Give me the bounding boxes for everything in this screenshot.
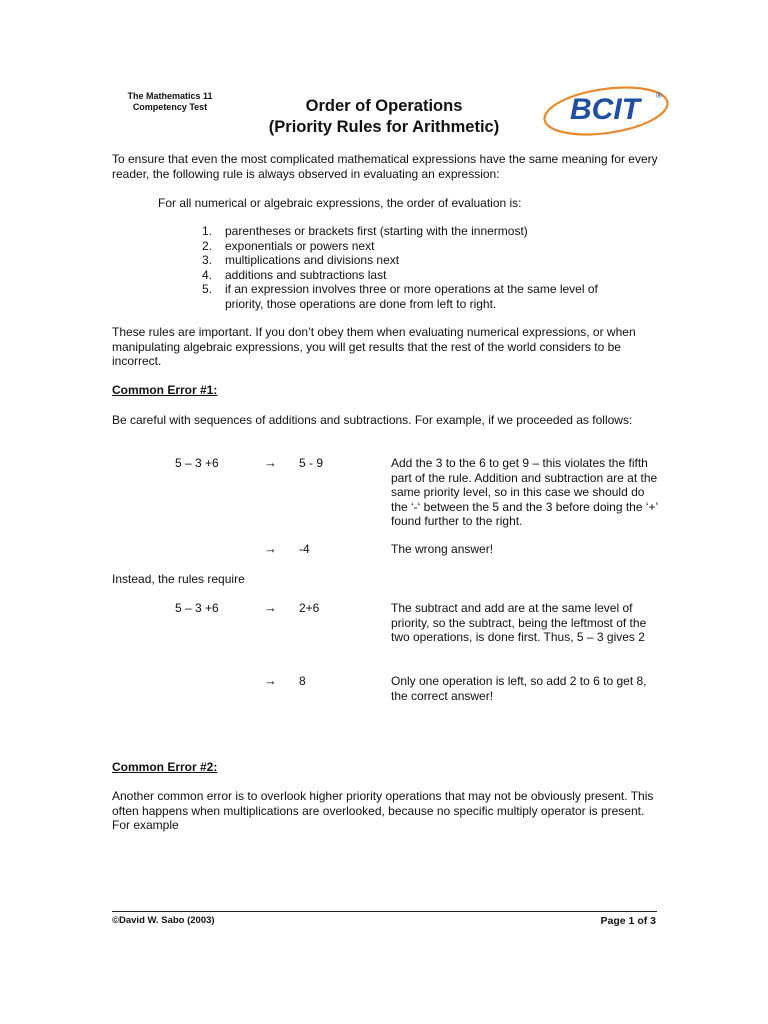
step-result: -4 [299, 542, 310, 556]
step-explanation: The subtract and add are at the same level of priority, so the subtract, being the leftmost of the two operations, is done first. Thus, 5 – 3 gives 2 [391, 601, 647, 644]
example-expression: 5 – 3 +6 [175, 456, 219, 470]
rule-number: 3. [202, 253, 213, 267]
intro-paragraph: To ensure that even the most complicated mathematical expressions have the same meaning for every reader, the following rule is always observed in evaluating an expression: [112, 152, 658, 181]
course-label-line2: Competency Test [132, 101, 208, 112]
arrow-icon: → [264, 541, 277, 556]
importance-paragraph: These rules are important. If you don’t obey them when evaluating numerical expressions, or when manipulating algebraic expressions, you will get results that the rest of the world considers to be incorrect. [112, 325, 636, 368]
step-explanation: Only one operation is left, so add 2 to 6 to get 8, the correct answer! [391, 674, 647, 703]
rule-item [202, 224, 632, 239]
rule-lead-in: For all numerical or algebraic expressions, the order of evaluation is: [158, 196, 522, 210]
rule-number: 1. [202, 224, 213, 238]
common-error-1-intro: Be careful with sequences of additions and subtractions. For example, if we proceeded as follows: [112, 413, 633, 427]
page-number: Page 1 of 3 [600, 915, 656, 927]
rule-text: parentheses or brackets first (starting with the innermost) [225, 224, 528, 238]
arrow-icon: → [264, 455, 277, 470]
arrow-icon: → [264, 673, 277, 688]
priority-rules-list [202, 224, 632, 311]
step-explanation: Add the 3 to the 6 to get 9 – this violates the fifth part of the rule. Addition and subtraction are at the same priority level, so in this case we should do the ‘-‘ between the 5 and the 3 before doing the ‘+’ found further to the right. [391, 456, 658, 528]
logo-registered-mark: ® [656, 91, 662, 100]
rule-number: 4. [202, 267, 213, 282]
rule-item [202, 282, 632, 311]
rule-number: 5. [202, 282, 213, 296]
title-line2: (Priority Rules for Arithmetic) [268, 118, 500, 136]
title-line1: Order of Operations [305, 97, 463, 115]
rule-text: additions and subtractions last [225, 267, 387, 282]
step-result: 2+6 [299, 601, 320, 615]
example-expression: 5 – 3 +6 [175, 601, 219, 615]
arrow-icon: → [264, 600, 277, 615]
rule-text: multiplications and divisions next [225, 253, 400, 267]
logo-text: BCIT [570, 93, 640, 126]
course-label-line1: The Mathematics 11 [127, 91, 213, 101]
rule-item [202, 239, 632, 254]
common-error-2-heading: Common Error #2: [112, 760, 218, 774]
common-error-1-heading: Common Error #1: [112, 383, 218, 397]
rule-item [202, 268, 632, 283]
footer-divider [112, 911, 657, 912]
bcit-logo [540, 82, 672, 140]
page-title [250, 96, 518, 138]
rule-number: 2. [202, 238, 213, 253]
course-label [112, 91, 228, 112]
rule-text: exponentials or powers next [225, 238, 375, 253]
step-explanation: The wrong answer! [391, 542, 494, 556]
common-error-2-text: Another common error is to overlook higher priority operations that may not be obviously present. This often happens when multiplications are overlooked, because no specific multiply operator is present. For example [112, 789, 654, 832]
copyright: ©David W. Sabo (2003) [112, 915, 215, 926]
instead-text: Instead, the rules require [112, 572, 245, 586]
step-result: 5 - 9 [299, 456, 324, 470]
rule-text: if an expression involves three or more operations at the same level of priority, those operations are done from left to right. [225, 282, 598, 311]
rule-item [202, 253, 632, 268]
step-result: 8 [299, 674, 306, 688]
